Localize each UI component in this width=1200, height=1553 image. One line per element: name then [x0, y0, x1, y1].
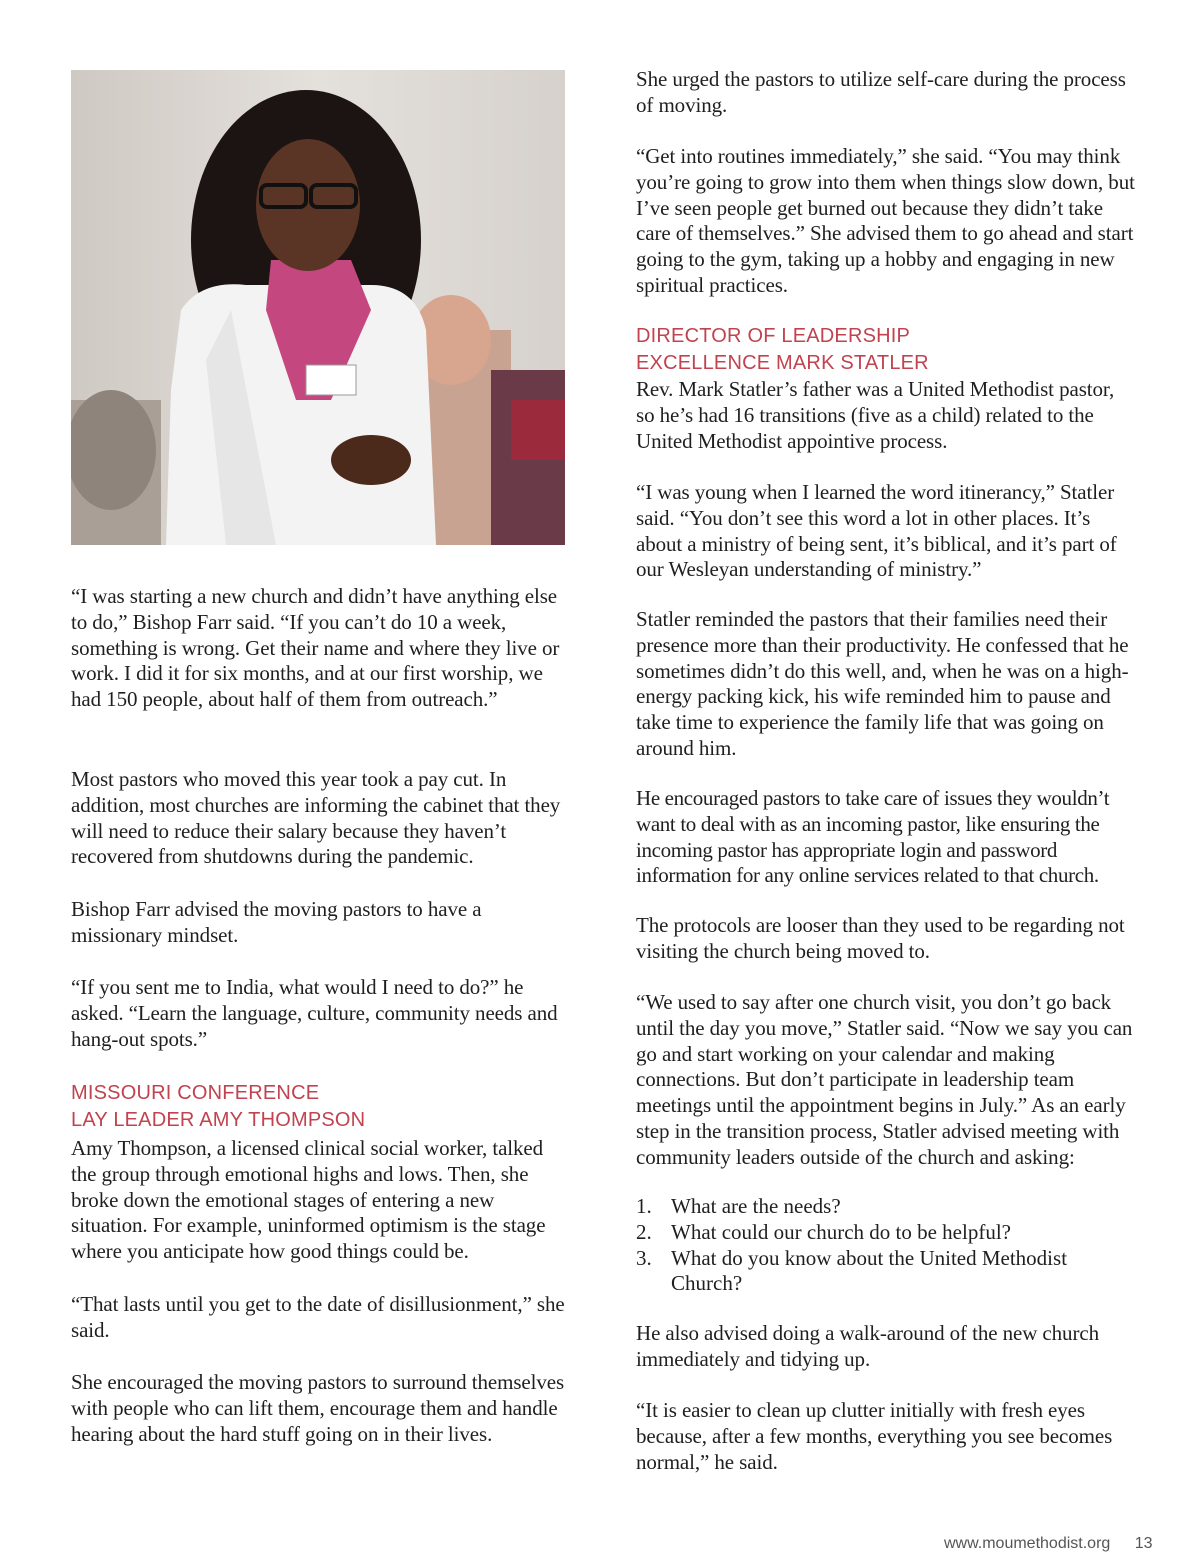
speaker-photo-illustration	[71, 70, 565, 545]
right-paragraph-9-wrap	[636, 1321, 1136, 1373]
paragraph: “That lasts until you get to the date of disillusionment,” she said.	[71, 1292, 565, 1342]
right-paragraph-3-wrap	[636, 377, 1136, 454]
paragraph: Statler reminded the pastors that their families need their presence more than their productivity. He confessed that he sometimes didn’t do this well, and, when he was on a high-energy packing kick, his wife reminded him to pause and take time to experience the family life that was going on around him.	[636, 607, 1129, 760]
paragraph: “We used to say after one church visit, you don’t go back until the day you move,” Statler said. “Now we say you can go and start working on your calendar and making connections. But don’t participate in leadership team meetings until the appointment begins in July.” As an early step in the transition process, Statler advised meeting with community leaders outside of the church and asking:	[636, 990, 1133, 1169]
left-paragraph-7-wrap	[71, 1370, 565, 1447]
paragraph: He encouraged pastors to take care of issues they wouldn’t want to deal with as an incoming pastor, like ensuring the incoming pastor has appropriate login and password information for any online services related to that church.	[636, 786, 1110, 888]
section-heading-thompson	[71, 1080, 565, 1134]
page-footer	[944, 1535, 1174, 1553]
right-paragraph-6-wrap	[636, 786, 1136, 889]
paragraph: She encouraged the moving pastors to surround themselves with people who can lift them, encourage them and handle hearing about the hard stuff going on in their lives.	[71, 1370, 565, 1446]
paragraph: “It is easier to clean up clutter initially with fresh eyes because, after a few months, everything you see becomes normal,” he said.	[636, 1398, 1113, 1474]
right-paragraph-7-wrap	[636, 913, 1136, 965]
left-paragraph-2-wrap	[71, 767, 565, 870]
heading-line: LAY LEADER AMY THOMPSON	[71, 1109, 366, 1131]
footer-url[interactable]: www.moumethodist.org	[944, 1535, 1111, 1552]
paragraph: Rev. Mark Statler’s father was a United Methodist pastor, so he’s had 16 transitions (five as a child) related to the United Methodist appointive process.	[636, 377, 1115, 453]
section-heading-statler	[636, 323, 1136, 377]
left-paragraph-5-wrap	[71, 1136, 565, 1265]
paragraph: Most pastors who moved this year took a pay cut. In addition, most churches are informing the cabinet that they will need to reduce their salary because they haven’t recovered from shutdowns during the pandemic.	[71, 767, 561, 869]
heading-line: DIRECTOR OF LEADERSHIP	[636, 325, 911, 347]
left-paragraph-1-wrap	[71, 584, 565, 713]
list-number: 3.	[636, 1245, 652, 1270]
list-item	[636, 1220, 1136, 1246]
paragraph: He also advised doing a walk-around of the new church immediately and tidying up.	[636, 1321, 1099, 1371]
list-number: 2.	[636, 1219, 652, 1244]
list-text: What could our church do to be helpful?	[671, 1219, 1011, 1244]
paragraph: The protocols are looser than they used to be regarding not visiting the church being moved to.	[636, 913, 1125, 963]
list-item	[636, 1246, 1136, 1298]
left-paragraph-6-wrap	[71, 1292, 565, 1344]
paragraph: Amy Thompson, a licensed clinical social worker, talked the group through emotional highs and lows. Then, she broke down the emotional stages of entering a new situation. For example, uninformed optimism is the stage where you anticipate how good things could be.	[71, 1136, 546, 1264]
question-list	[636, 1194, 1136, 1297]
left-paragraph-4-wrap	[71, 975, 565, 1052]
right-paragraph-2-wrap	[636, 144, 1136, 299]
heading-line: MISSOURI CONFERENCE	[71, 1082, 320, 1104]
right-paragraph-10-wrap	[636, 1398, 1136, 1475]
paragraph: She urged the pastors to utilize self-care during the process of moving.	[636, 67, 1126, 117]
paragraph: Bishop Farr advised the moving pastors to have a missionary mindset.	[71, 897, 482, 947]
question-list-wrap	[636, 1194, 1136, 1297]
paragraph: “If you sent me to India, what would I need to do?” he asked. “Learn the language, culture, community needs and hang-out spots.”	[71, 975, 558, 1051]
right-paragraph-8-wrap	[636, 990, 1136, 1171]
heading-line: EXCELLENCE MARK STATLER	[636, 352, 929, 374]
list-number: 1.	[636, 1194, 652, 1218]
right-paragraph-1-wrap	[636, 67, 1136, 119]
paragraph: “Get into routines immediately,” she said. “You may think you’re going to grow into them when things slow down, but I’ve seen people get burned out because they didn’t take care of themselves.” She advised them to go ahead and start going to the gym, taking up a hobby and engaging in new spiritual practices.	[636, 144, 1135, 297]
list-text: What do you know about the United Methodist Church?	[671, 1245, 1068, 1296]
list-item	[636, 1194, 1136, 1220]
left-paragraph-3-wrap	[71, 897, 565, 949]
right-paragraph-5-wrap	[636, 607, 1136, 762]
right-paragraph-4-wrap	[636, 480, 1136, 583]
list-text: What are the needs?	[671, 1194, 841, 1218]
speaker-photo	[71, 70, 565, 545]
page-number: 13	[1134, 1535, 1153, 1552]
paragraph: “I was starting a new church and didn’t have anything else to do,” Bishop Farr said. “If you can’t do 10 a week, something is wrong. Get their name and where they live or work. I did it for six months, and at our first worship, we had 150 people, about half of them from outreach.”	[71, 584, 560, 712]
paragraph: “I was young when I learned the word itinerancy,” Statler said. “You don’t see this word a lot in other places. It’s about a ministry of being sent, it’s biblical, and it’s part of our Wesleyan understanding of ministry.”	[636, 480, 1117, 582]
